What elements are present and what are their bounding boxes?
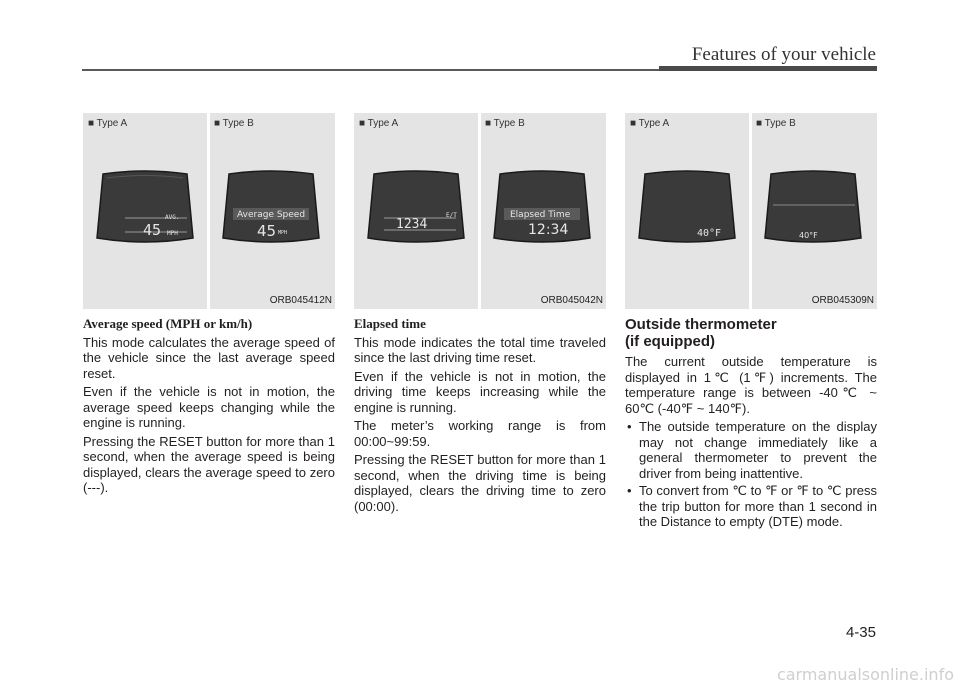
header-title: Features of your vehicle (691, 44, 876, 65)
type-a-average-speed-value: 45 (143, 221, 162, 239)
figure-label-type-a: ■ Type A (359, 118, 399, 129)
figure-divider (207, 113, 210, 309)
type-b-average-speed-title: Average Speed (237, 210, 306, 220)
elapsed-time-heading: Elapsed time (354, 316, 426, 331)
figure-outside-thermometer (625, 113, 877, 309)
outside-thermometer-heading (625, 316, 877, 350)
figure-code: ORB045042N (540, 295, 603, 306)
cluster-display-type-a (637, 168, 737, 248)
elapsed-time-paragraph-2: Even if the vehicle is not in motion, the driving time keeps increasing while the engine is running. (354, 368, 606, 415)
type-a-outside-temperature: 40°F (697, 228, 722, 239)
average-speed-paragraph-2: Even if the vehicle is not in motion, the average speed keeps changing while the engine is running. (83, 384, 335, 430)
figure-label-type-b: ■ Type B (756, 118, 796, 129)
type-b-average-speed-value: 45 (257, 222, 277, 240)
outside-thermometer-heading-line-1: Outside thermometer (625, 316, 777, 333)
outside-thermometer-paragraph: The current outside temperature is displayed in 1℃ (1℉) increments. The temperature range is between -40℃ ~ 60℃ (-40℉ ~ 140℉). (625, 354, 877, 416)
bullet-item: • To convert from ℃ to ℉ or ℉ to ℃ press the trip button for more than 1 second in the Distance to empty (DTE) mode. (639, 483, 877, 530)
type-b-outside-temperature: 40°F (799, 231, 818, 240)
figure-label-type-a: ■ Type A (88, 118, 128, 129)
average-speed-paragraph-1: This mode calculates the average speed of the vehicle since the last average speed reset. (83, 334, 335, 381)
figure-label-type-a: ■ Type A (630, 118, 670, 129)
watermark: carmanualsonline.info (776, 665, 954, 684)
elapsed-time-paragraph-4: Pressing the RESET button for more than 1 second, when the driving time is being displayed, clears the driving time to zero (00:00). (354, 452, 606, 514)
cluster-display-type-a (366, 168, 466, 248)
figure-code: ORB045412N (269, 295, 332, 306)
figure-label-type-b: ■ Type B (214, 118, 254, 129)
page-number: 4-35 (845, 624, 876, 641)
type-b-unit-label: MPH (278, 230, 288, 236)
outside-thermometer-heading-line-2: (if equipped) (625, 333, 715, 350)
header-rule-accent (659, 66, 877, 71)
figure-code: ORB045309N (811, 295, 874, 306)
cluster-display-type-b (763, 168, 863, 248)
average-speed-heading: Average speed (MPH or km/h) (83, 316, 253, 331)
type-a-average-tag: AVG. (165, 214, 180, 221)
cluster-display-type-a (95, 168, 195, 248)
bullet-item: • The outside temperature on the display may not change immediately like a general thermometer to prevent the driver from being inattentive. (639, 419, 877, 481)
figure-divider (749, 113, 752, 309)
figure-divider (478, 113, 481, 309)
type-a-elapsed-tag: E/T (446, 212, 457, 219)
column-average-speed (83, 316, 335, 499)
type-a-elapsed-time-value: 1234 (396, 217, 428, 232)
type-b-elapsed-time-title: Elapsed Time (510, 210, 571, 220)
figure-average-speed (83, 113, 335, 309)
figure-elapsed-time (354, 113, 606, 309)
column-outside-thermometer (625, 316, 877, 532)
elapsed-time-paragraph-1: This mode indicates the total time traveled since the last driving time reset. (354, 334, 606, 365)
figure-label-type-b: ■ Type B (485, 118, 525, 129)
cluster-display-type-b (221, 168, 321, 248)
average-speed-paragraph-3: Pressing the RESET button for more than 1 second, when the average speed is being displayed, clears the average speed to zero (---). (83, 433, 335, 495)
column-elapsed-time (354, 316, 606, 517)
type-a-unit-label: MPH (167, 230, 178, 237)
type-b-elapsed-time-value: 12:34 (528, 222, 569, 238)
elapsed-time-paragraph-3: The meter’s working range is from 00:00~99:59. (354, 418, 606, 449)
outside-thermometer-bullets (625, 419, 877, 530)
cluster-display-type-b (492, 168, 592, 248)
